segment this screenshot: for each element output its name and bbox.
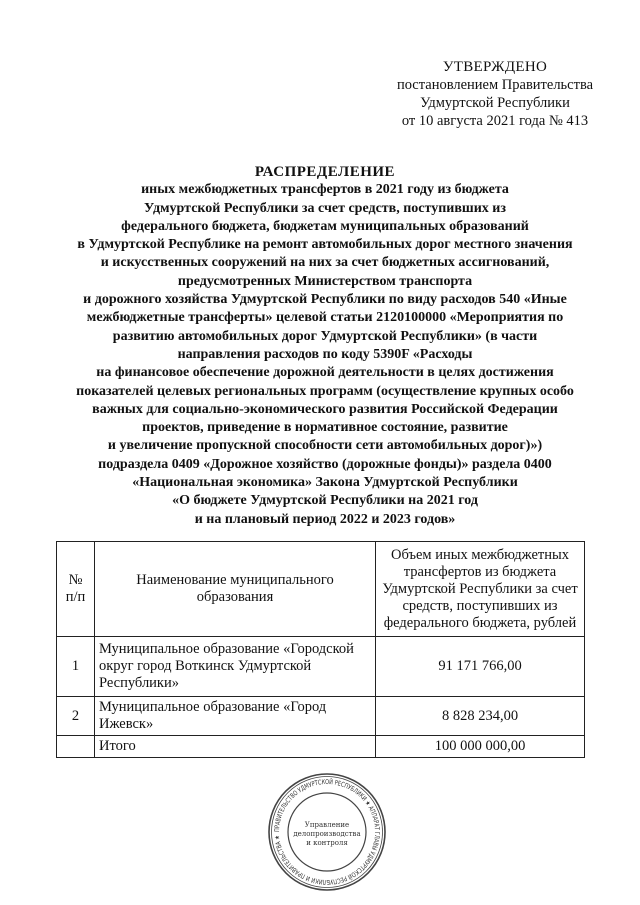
approval-heading: УТВЕРЖДЕНО: [442, 59, 548, 75]
approval-block: [360, 58, 630, 130]
title-line: федерального бюджета, бюджетам муниципальных образований: [121, 218, 529, 234]
total-label: Итого: [95, 736, 376, 758]
title-line: Удмуртской Республики за счет средств, поступивших из: [144, 200, 506, 216]
header-name: Наименование муниципального образования: [95, 542, 376, 637]
title-line: предусмотренных Министерством транспорта: [177, 273, 473, 289]
title-line: и дорожного хозяйства Удмуртской Республики по виду расходов 540 «Иные: [83, 292, 567, 308]
title-line: «Национальная экономика» Закона Удмуртской Республики: [132, 475, 518, 491]
row-name: Муниципальное образование «Городской округ город Воткинск Удмуртской Республики»: [95, 637, 376, 697]
title-line: иных межбюджетных трансфертов в 2021 году из бюджета: [141, 182, 509, 198]
row-amount: 8 828 234,00: [376, 697, 585, 736]
total-num: [57, 736, 95, 758]
title-line: в Удмуртской Республике на ремонт автомобильных дорог местного значения: [77, 237, 573, 253]
approval-line-3: от 10 августа 2021 года № 413: [401, 113, 589, 129]
stamp-ring-text: ПРАВИТЕЛЬСТВО УДМУРТСКОЙ РЕСПУБЛИКИ ★ АППАРАТ ГЛАВЫ УДМУРТСКОЙ РЕСПУБЛИКИ И ПРАВИТЕЛЬСТВА ★: [272, 777, 382, 887]
document-title: [40, 163, 610, 529]
row-name: Муниципальное образование «Город Ижевск»: [95, 697, 376, 736]
stamp-center-line-2: делопроизводства: [293, 830, 361, 838]
total-amount: 100 000 000,00: [376, 736, 585, 758]
header-num: № п/п: [57, 542, 95, 637]
row-num: 1: [57, 637, 95, 697]
title-line: межбюджетные трансферты» целевой статьи 2120100000 «Мероприятия по: [86, 310, 564, 326]
title-line: и увеличение пропускной способности сети автомобильных дорог)»): [107, 438, 543, 454]
row-amount: 91 171 766,00: [376, 637, 585, 697]
title-line: проектов, приведение в нормативное состояние, развитие: [142, 420, 508, 436]
title-line: направления расходов по коду 5390F «Расходы: [177, 346, 473, 362]
header-amount: Объем иных межбюджетных трансфертов из бюджета Удмуртской Республики за счет средств, поступивших из федерального бюджета, рублей: [376, 542, 585, 637]
title-line: «О бюджете Удмуртской Республики на 2021 год: [172, 493, 478, 509]
stamp-center-line-3: и контроля: [306, 839, 348, 847]
distribution-table: [56, 541, 585, 758]
title-line: на финансовое обеспечение дорожной деятельности в целях достижения: [96, 365, 554, 381]
row-num: 2: [57, 697, 95, 736]
table-row: [57, 697, 585, 736]
title-line: развитию автомобильных дорог Удмуртской Республики» (в части: [112, 328, 538, 344]
title-line: важных для социально-экономического развития Российской Федерации: [92, 401, 558, 417]
table-total-row: [57, 736, 585, 758]
title-line: показателей целевых региональных программ (осуществление крупных особо: [76, 383, 574, 399]
approval-line-1: постановлением Правительства: [396, 77, 594, 93]
title-line: и на плановый период 2022 и 2023 годов»: [194, 511, 456, 527]
title-main: РАСПРЕДЕЛЕНИЕ: [254, 164, 396, 180]
title-line: подраздела 0409 «Дорожное хозяйство (дорожные фонды)» раздела 0400: [98, 456, 552, 472]
official-stamp-icon: [266, 771, 388, 893]
title-line: и искусственных сооружений на них за счет бюджетных ассигнований,: [100, 255, 550, 271]
approval-line-2: Удмуртской Республики: [420, 95, 570, 111]
table-header-row: [57, 542, 585, 637]
table-row: [57, 637, 585, 697]
stamp-center-line-1: Управление: [304, 821, 350, 829]
